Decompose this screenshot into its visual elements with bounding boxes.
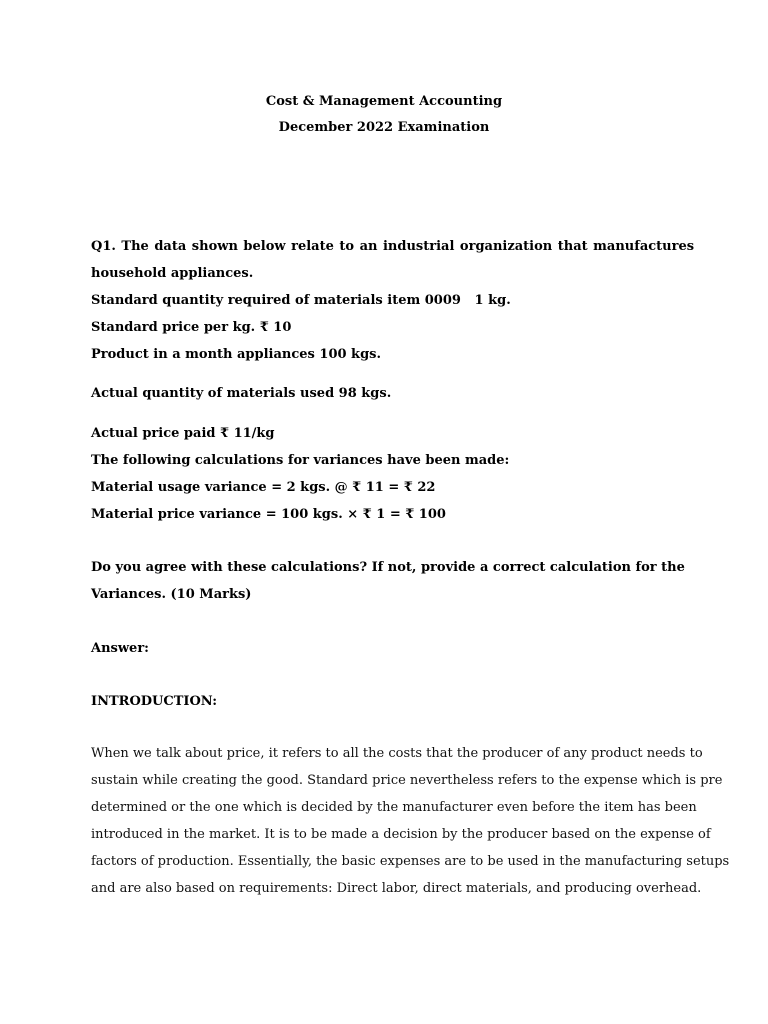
paragraph-line: When we talk about price, it refers to all the costs that the producer of any product needs to [91,746,703,761]
paragraph-line: factors of production. Essentially, the basic expenses are to be used in the manufacturing setups [91,854,730,869]
document-title: Cost & Management Accounting [265,94,503,109]
question-line: Q1. The data shown below relate to an industrial organization that manufactures [91,239,695,254]
question-line: Material price variance = 100 kgs. × ₹ 1 = ₹ 100 [91,507,446,522]
question-line: The following calculations for variances have been made: [91,453,510,468]
paragraph-line: sustain while creating the good. Standard price nevertheless refers to the expense which is pre [91,773,723,788]
question-line: Standard quantity required of materials item 0009 1 kg. [91,293,511,308]
question-line: Actual quantity of materials used 98 kgs. [91,386,392,401]
paragraph-line: determined or the one which is decided by the manufacturer even before the item has been [91,800,697,815]
section-heading: INTRODUCTION: [91,694,218,709]
question-line: Do you agree with these calculations? If not, provide a correct calculation for the [91,560,685,575]
document-subtitle: December 2022 Examination [278,120,490,135]
introduction-paragraph [91,740,730,902]
question-line: Actual price paid ₹ 11/kg [91,426,275,441]
question-line: Product in a month appliances 100 kgs. [91,347,381,362]
question-line: Variances. (10 Marks) [91,587,252,602]
question-line: Standard price per kg. ₹ 10 [91,320,292,335]
question-line: Material usage variance = 2 kgs. @ ₹ 11 = ₹ 22 [91,480,436,495]
answer-label: Answer: [91,641,149,656]
paragraph-line: introduced in the market. It is to be made a decision by the producer based on the expense of [91,827,711,842]
paragraph-line: and are also based on requirements: Direct labor, direct materials, and producing overhead. [91,881,702,896]
question-line: household appliances. [91,266,254,281]
